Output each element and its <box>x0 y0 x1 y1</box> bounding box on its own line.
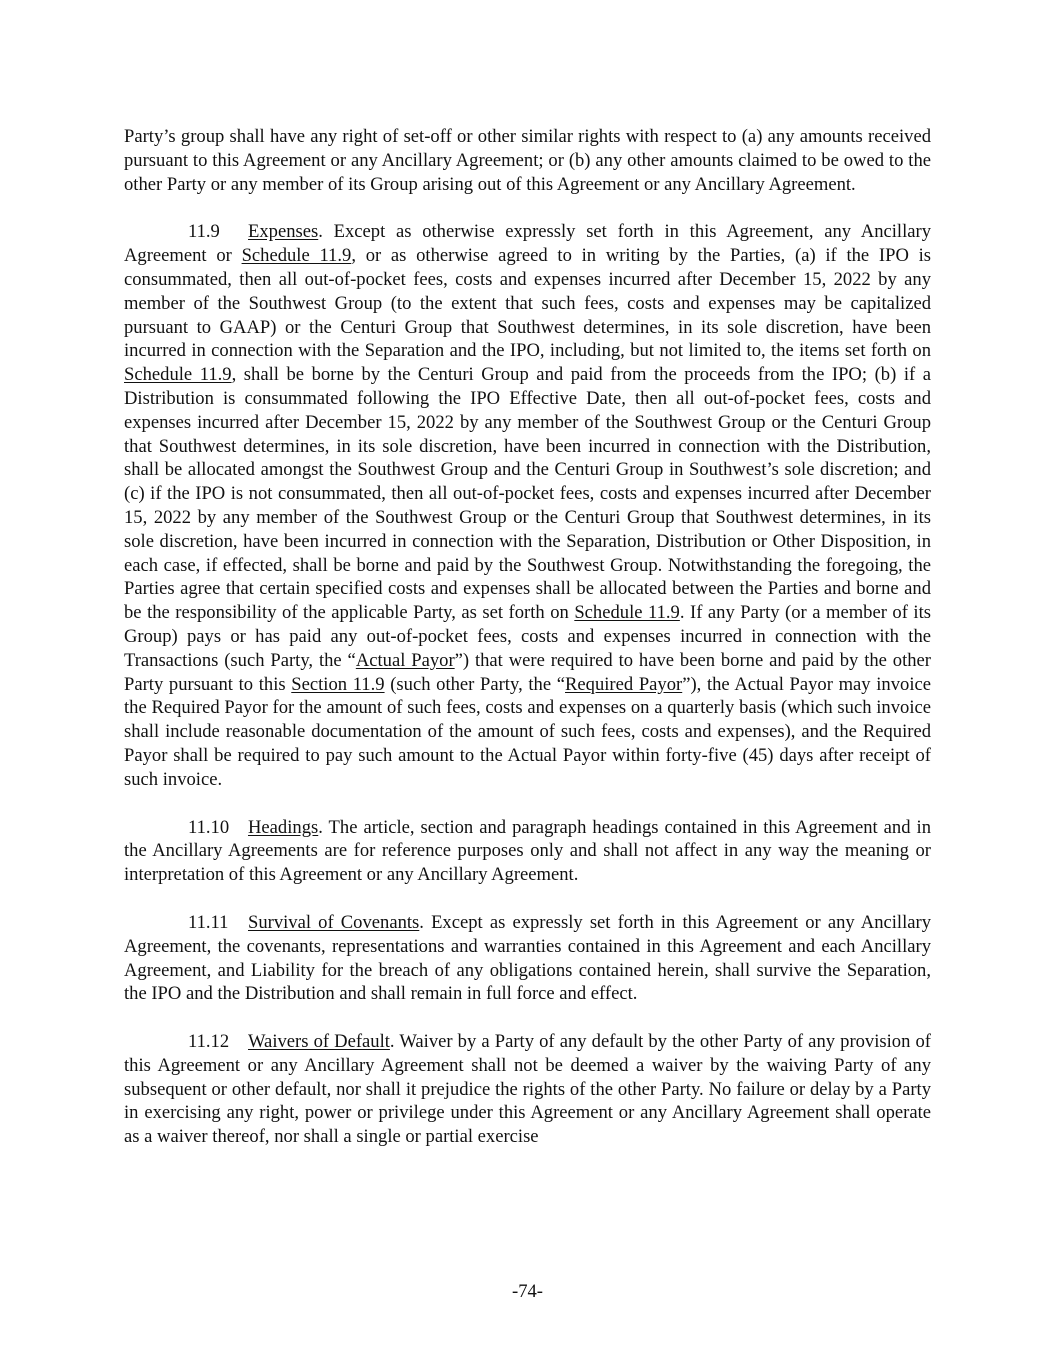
section-text: . The article, section and paragraph headings contained in this Agreement and in the Ancillary Agreements are for reference purposes only and shall not affect in any way the meaning or interpretation of this Agreement or any Ancillary Agreement. <box>124 816 931 886</box>
document-body <box>124 125 931 1173</box>
section-number: 11.10 <box>188 816 230 838</box>
section-number: 11.12 <box>188 1031 230 1053</box>
section-number: 11.9 <box>188 221 220 243</box>
section-text: (such other Party, the “ <box>384 673 566 695</box>
section-text: ”), the Actual Payor may invoice the Required Payor for the amount of such fees, costs and expenses on a quarterly basis (which such invoice shall include reasonable documentation of the amount of such fees, costs and expenses), and the Required Payor shall be required to pay such amount to the Actual Payor within forty-five (45) days after receipt of such invoice. <box>124 673 931 790</box>
section-text: . If any Party (or a member of its Group) pays or has paid any out-of-pocket fees, costs and expenses incurred in connection with the Transactions (such Party, the “ <box>124 602 932 671</box>
section-text: . Except as otherwise expressly set forth in this Agreement, any Ancillary Agreement or <box>124 221 931 267</box>
defined-term: Required Payor <box>565 673 683 695</box>
paragraph-continuation: Party’s group shall have any right of set-off or other similar rights with respect to (a) any amounts received pursuant to this Agreement or any Ancillary Agreement; or (b) any other amounts claimed to be owed to the other Party or any member of its Group arising out of this Agreement or any Ancillary Agreement. <box>124 126 931 195</box>
section-text: , or as otherwise agreed to in writing by the Parties, (a) if the IPO is consummated, then all out-of-pocket fees, costs and expenses incurred after December 15, 2022 by any member of the Southwest Group (to the extent that such fees, costs and expenses may be capitalized pursuant to GAAP) or the Centuri Group that Southwest determines, in its sole discretion, have been incurred in connection with the Separation and the IPO, including, but not limited to, the items set forth on <box>124 245 932 362</box>
schedule-reference: Schedule 11.9 <box>241 245 352 267</box>
section-11-12 <box>124 1030 931 1149</box>
section-11-10 <box>124 816 931 887</box>
page-number: -74- <box>512 1281 543 1302</box>
schedule-reference: Schedule 11.9 <box>124 364 232 386</box>
section-text: . Waiver by a Party of any default by the other Party of any provision of this Agreement or any Ancillary Agreement shall not be deemed a waiver by the waiving Party of any subsequent or other default, nor shall it prejudice the rights of the other Party. No failure or delay by a Party in exercising any right, power or privilege under this Agreement or any Ancillary Agreement shall operate as a waiver thereof, nor shall a single or partial exercise <box>124 1031 931 1148</box>
section-11-11 <box>124 911 931 1006</box>
section-heading: Expenses <box>248 221 319 243</box>
section-text: . Except as expressly set forth in this Agreement or any Ancillary Agreement, the covenants, representations and warranties contained in this Agreement and each Ancillary Agreement, and Liability for the breach of any obligations contained herein, shall survive the Separation, the IPO and the Distribution and shall remain in full force and effect. <box>124 911 931 1005</box>
section-heading: Survival of Covenants <box>248 911 420 933</box>
section-11-9 <box>124 220 931 791</box>
defined-term: Actual Payor <box>355 649 455 671</box>
section-heading: Headings <box>248 816 319 838</box>
section-text: , shall be borne by the Centuri Group and paid from the proceeds from the IPO; (b) if a Distribution is consummated following the IPO Effective Date, then all out-of-pocket fees, costs and expenses incurred after December 15, 2022 by any member of the Southwest Group or the Centuri Group that Southwest determines, in its sole discretion, have been incurred in connection with the Distribution, shall be allocated amongst the Southwest Group and the Centuri Group in Southwest’s sole discretion; and (c) if the IPO is not consummated, then all out-of-pocket fees, costs and expenses incurred after December 15, 2022 by any member of the Southwest Group or the Centuri Group that Southwest determines, in its sole discretion, have been incurred in connection with the Separation, Distribution or Other Disposition, in each case, if effected, shall be borne and paid by the Southwest Group. Notwithstanding the foregoing, the Parties agree that certain specified costs and expenses shall be allocated between the Parties and borne and be the responsibility of the applicable Party, as set forth on <box>124 364 931 624</box>
section-reference: Section 11.9 <box>291 673 385 695</box>
schedule-reference: Schedule 11.9 <box>574 602 680 624</box>
section-heading: Waivers of Default <box>248 1031 390 1053</box>
section-number: 11.11 <box>188 911 229 933</box>
section-text: ”) that were required to have been borne and paid by the other Party pursuant to this <box>124 649 931 695</box>
